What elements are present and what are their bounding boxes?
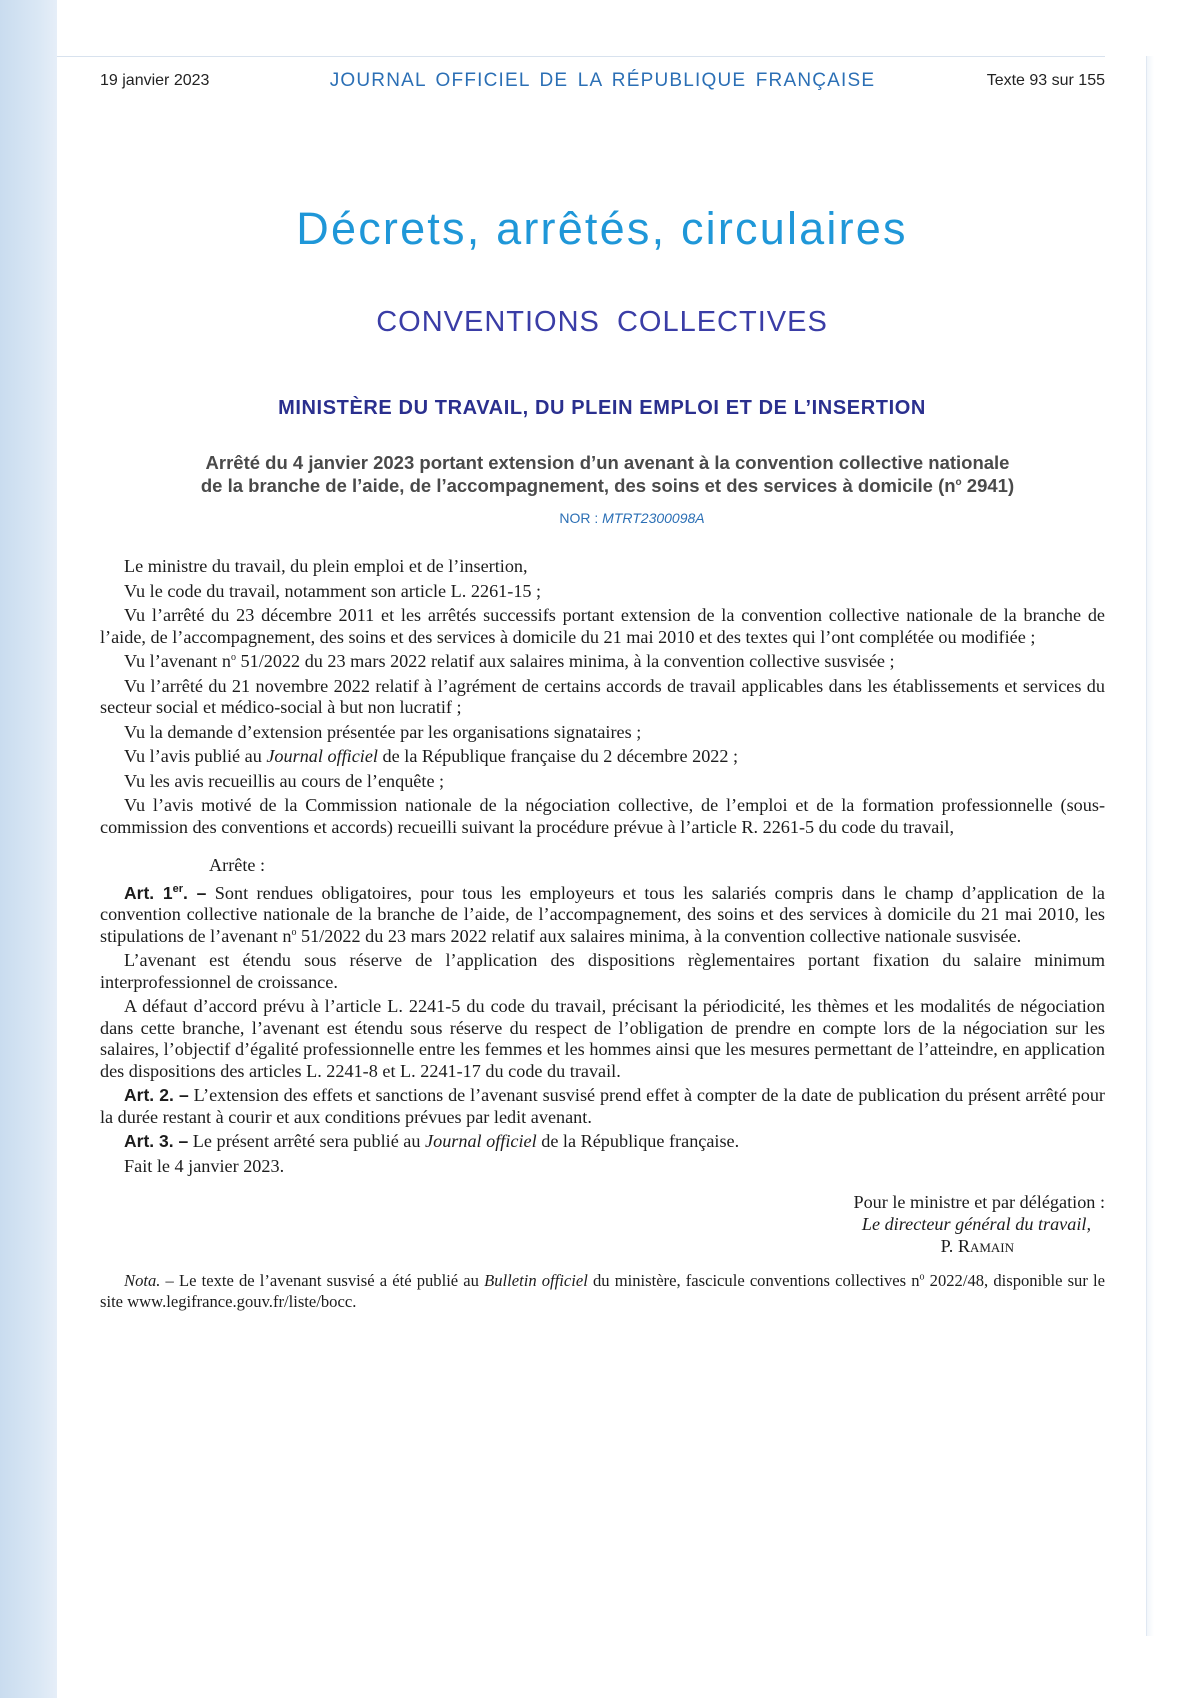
text: 51/2022 du 23 mars 2022 relatif aux salaires minima, à la convention collective susvisée ; [235, 651, 895, 671]
article-label-text: . – [183, 882, 207, 903]
ministry-heading: MINISTÈRE DU TRAVAIL, DU PLEIN EMPLOI ET DE L’INSERTION [278, 397, 926, 419]
italic-text: Journal officiel [266, 746, 378, 766]
article-3-label: Art. 3. – [124, 1131, 189, 1151]
text: L’extension des effets et sanctions de l’avenant susvisé prend effet à compter de la date de publication du présent arrêté pour la durée restant à courir et aux conditions prévues par ledit avenant. [100, 1085, 1105, 1127]
text: P. [940, 1236, 958, 1256]
decree-body [100, 556, 1105, 1312]
text: 51/2022 du 23 mars 2022 relatif aux salaires minima, à la convention collective nationale susvisée. [296, 925, 1022, 946]
right-rule [1146, 56, 1147, 1636]
top-rule [57, 56, 1105, 57]
preamble-paragraph: Le ministre du travail, du plein emploi et de l’insertion, [124, 556, 528, 576]
signatory-title: Le directeur général du travail, [861, 1214, 1091, 1234]
header-date: 19 janvier 2023 [100, 72, 210, 89]
preamble-paragraph: Vu la demande d’extension présentée par les organisations signataires ; [124, 721, 642, 742]
preamble-paragraph: Vu l’arrêté du 23 décembre 2011 et les arrêtés successifs portant extension de la convention collective nationale de la branche de l’aide, de l’accompagnement, des soins et des services à domicile du 21 mai 2010 et des textes qui l’ont complétée ou modifiée ; [100, 605, 1105, 647]
superscript: er [172, 882, 184, 895]
text: Vu l’avis publié au [124, 746, 267, 766]
journal-title: JOURNAL OFFICIEL DE LA RÉPUBLIQUE FRANÇAISE [329, 70, 876, 91]
text: Le présent arrêté sera publié au [188, 1131, 426, 1151]
text: – Le texte de l’avenant susvisé a été publié au [160, 1271, 485, 1290]
article-1-paragraph [100, 883, 1105, 948]
decree-title-line-2 [110, 474, 1105, 497]
text: de la République française du 2 décembre 2022 ; [378, 746, 739, 766]
decree-title-line-1: Arrêté du 4 janvier 2023 portant extension d’un avenant à la convention collective nationale [205, 452, 1010, 473]
page-reference: Texte 93 sur 155 [986, 72, 1105, 89]
article-1-paragraph: L’avenant est étendu sous réserve de l’application des dispositions règlementaires portant fixation du salaire minimum interprofessionnel de croissance. [100, 950, 1105, 992]
preamble-paragraph: Vu l’avis motivé de la Commission nationale de la négociation collective, de l’emploi et de la formation professionnelle (sous-commission des conventions et accords) recueilli suivant la procédure prévue à l’article R. 2261-5 du code du travail, [100, 795, 1105, 837]
nor-label: NOR : [559, 510, 603, 526]
signature-date: Fait le 4 janvier 2023. [124, 1155, 285, 1176]
article-1-label [124, 883, 206, 903]
section-heading: CONVENTIONS COLLECTIVES [376, 306, 828, 338]
italic-text: Bulletin officiel [484, 1271, 588, 1290]
signatory-name [100, 1235, 1105, 1257]
text: de la République française. [536, 1131, 740, 1151]
article-2-paragraph [100, 1085, 1105, 1128]
text: Vu l’avenant n [124, 651, 231, 671]
left-margin-band [0, 0, 57, 1698]
article-1-paragraph: A défaut d’accord prévu à l’article L. 2241-5 du code du travail, précisant la périodicité, les thèmes et les modalités de négociation dans cette branche, l’avenant est étendu sous réserve du respect de l’obligation de prendre en compte lors de la négociation sur les salaires, l’objectif d’égalité professionnelle entre les femmes et les hommes ainsi que les mesures permettant de l’atteindre, en application des dispositions des articles L. 2241-8 et L. 2241-17 du code du travail. [100, 996, 1105, 1081]
preamble-paragraph [100, 746, 1105, 768]
article-label-text: Art. 1 [124, 882, 173, 903]
text: 2022/48, disponible sur le site www.legifrance.gouv.fr/liste/bocc. [100, 1271, 1105, 1311]
nor-value: MTRT2300098A [602, 510, 705, 526]
signature-line: Pour le ministre et par délégation : [853, 1192, 1105, 1212]
nota-note [100, 1271, 1105, 1312]
preamble-paragraph: Vu le code du travail, notamment son article L. 2261-15 ; [124, 580, 542, 601]
nota-label: Nota. [124, 1271, 161, 1290]
preamble-paragraph: Vu l’arrêté du 21 novembre 2022 relatif à l’agrément de certains accords de travail applicables dans les établissements et services du secteur social et médico-social à but non lucratif ; [100, 675, 1105, 717]
nor-reference [57, 510, 1200, 526]
article-2-label: Art. 2. – [124, 1085, 189, 1105]
superscript: o [230, 651, 236, 663]
arrete-line: Arrête : [209, 855, 266, 875]
decree-title [110, 451, 1105, 497]
running-header [100, 70, 1105, 94]
text: Ramain [957, 1236, 1014, 1256]
article-3-paragraph [100, 1131, 1105, 1153]
preamble-paragraph: Vu les avis recueillis au cours de l’enquête ; [124, 770, 445, 791]
signature-block [100, 1191, 1105, 1257]
text: Sont rendues obligatoires, pour tous les employeurs et tous les salariés compris dans le champ d’application de la convention collective nationale de la branche de l’aide, de l’accompagnement, des soins et des services à domicile du 21 mai 2010, les stipulations de l’avenant n [100, 882, 1105, 946]
italic-text: Journal officiel [425, 1131, 537, 1151]
preamble-paragraph [100, 651, 1105, 673]
decree-title-text: de la branche de l’aide, de l’accompagnement, des soins et des services à domicile (n [200, 475, 956, 496]
superscript: o [919, 1271, 925, 1283]
superscript: o [291, 926, 297, 938]
rubric-title: Décrets, arrêtés, circulaires [296, 203, 908, 254]
superscript: o [955, 476, 962, 488]
text: du ministère, fascicule conventions collectives n [587, 1271, 920, 1290]
decree-title-text: 2941) [961, 475, 1015, 496]
